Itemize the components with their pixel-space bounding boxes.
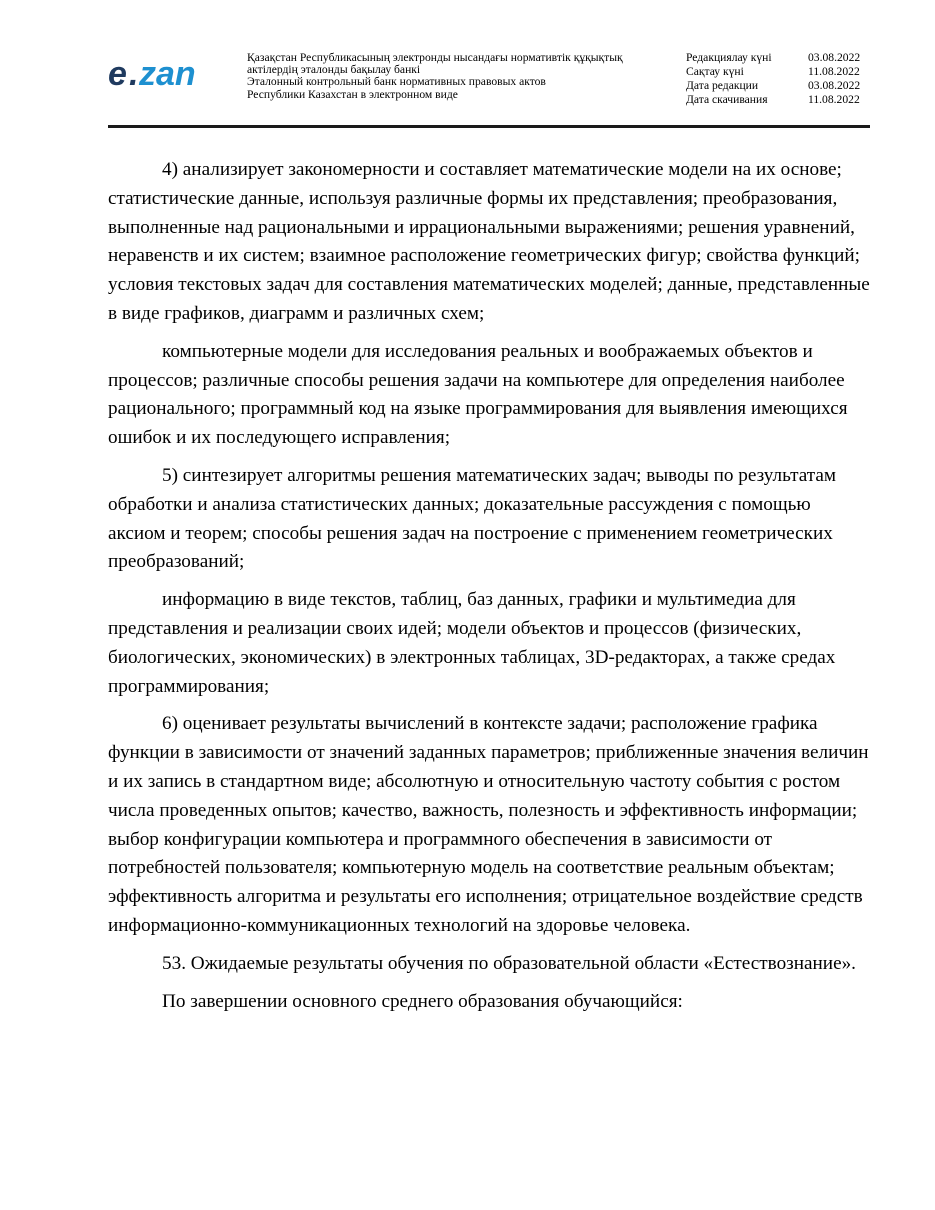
paragraph: компьютерные модели для исследования реальных и воображаемых объектов и процессов; различные способы решения задачи на компьютере для определения наиболее рационального; программный код на языке программирования для выявления имеющихся ошибок и их последующего исправления; xyxy=(108,340,848,449)
paragraph: 53. Ожидаемые результаты обучения по образовательной области «Естествознание». xyxy=(162,952,856,974)
meta-value: 03.08.2022 xyxy=(808,51,861,64)
meta-value: 11.08.2022 xyxy=(808,93,860,106)
svg-text:.: . xyxy=(129,55,139,93)
meta-value: 03.08.2022 xyxy=(808,79,861,92)
header-line: Республики Казахстан в электронном виде xyxy=(247,87,458,101)
meta-label: Дата скачивания xyxy=(686,93,768,106)
meta-row xyxy=(686,93,866,107)
document-body xyxy=(108,156,870,1025)
svg-text:e: e xyxy=(108,55,127,93)
meta-label: Сақтау күні xyxy=(686,65,744,78)
paragraph: 5) синтезирует алгоритмы решения математических задач; выводы по результатам обработки и анализа статистических данных; доказательные рассуждения с помощью аксиом и теорем; способы решения задач на построение с применением геометрических преобразований; xyxy=(108,464,837,573)
svg-text:zan: zan xyxy=(139,55,196,93)
meta-row xyxy=(686,51,866,65)
meta-value: 11.08.2022 xyxy=(808,65,860,78)
ezan-logo xyxy=(108,54,218,94)
paragraph: 4) анализирует закономерности и составляет математические модели на их основе; статистические данные, используя различные формы их представления; преобразования, выполненные над рациональными и иррациональными выражениями; решения уравнений, неравенств и их систем; взаимное расположение геометрических фигур; свойства функций; условия текстовых задач для составления математических моделей; данные, представленные в виде графиков, диаграмм и различных схем; xyxy=(108,159,870,324)
header-line: Қазақстан Республикасының электронды нысандағы нормативтік құқықтық xyxy=(247,51,623,64)
meta-label: Редакциялау күні xyxy=(686,51,772,64)
paragraph: информацию в виде текстов, таблиц, баз данных, графики и мультимедиа для представления и реализации своих идей; модели объектов и процессов (физических, биологических, экономических) в электронных таблицах, 3D-редакторах, а также средах программирования; xyxy=(108,589,836,697)
header-divider xyxy=(108,125,870,128)
header-title-block xyxy=(247,52,667,101)
paragraph: По завершении основного среднего образования обучающийся: xyxy=(162,990,683,1012)
meta-label: Дата редакции xyxy=(686,79,759,92)
header-line: актілердің эталонды бақылау банкі xyxy=(247,63,421,77)
document-header xyxy=(0,0,935,130)
header-line: Эталонный контрольный банк нормативных правовых актов xyxy=(247,75,546,89)
header-meta xyxy=(686,51,866,107)
meta-row xyxy=(686,65,866,79)
meta-row xyxy=(686,79,866,93)
paragraph: 6) оценивает результаты вычислений в контексте задачи; расположение графика функции в зависимости от значений заданных параметров; приближенные значения величин и их запись в стандартном виде; абсолютную и относительную частоту события с ростом числа проведенных опытов; качество, важность, полезность и эффективность информации; выбор конфигурации компьютера и программного обеспечения в зависимости от потребностей пользователя; компьютерную модель на соответствие реальным объектам; эффективность алгоритма и результаты его исполнения; отрицательное воздействие средств информационно-коммуникационных технологий на здоровье человека. xyxy=(108,713,869,936)
